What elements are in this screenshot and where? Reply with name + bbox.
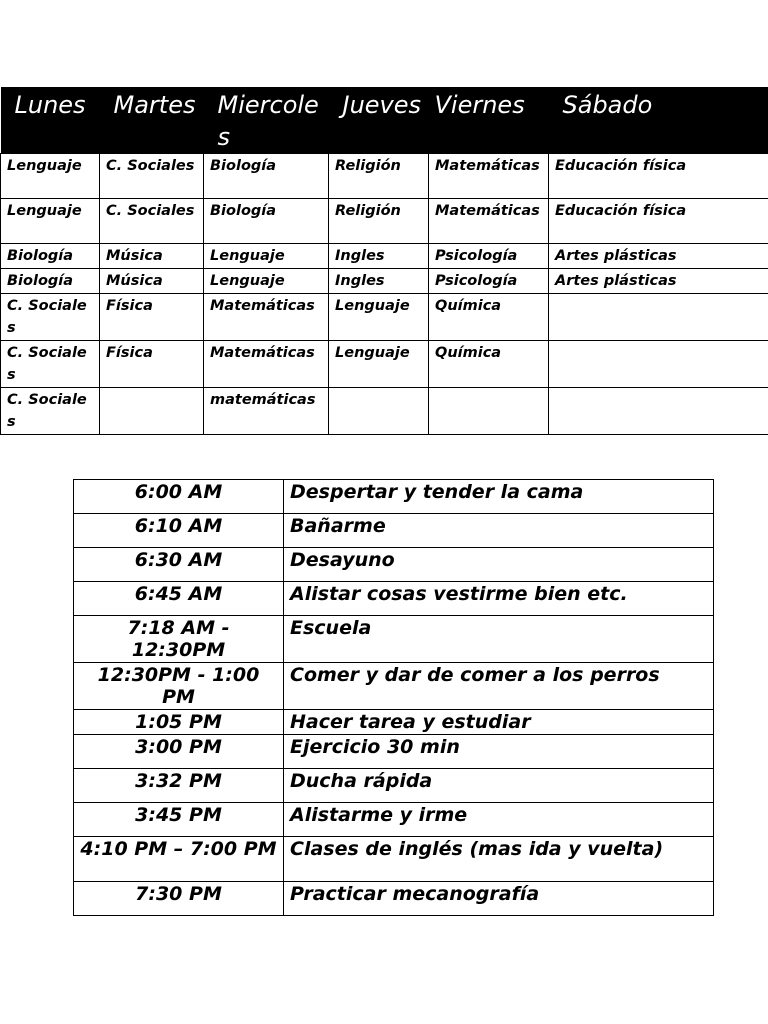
- day-header-tuesday: Martes: [100, 87, 204, 154]
- routine-row: [74, 663, 714, 710]
- routine-time: 12:30PM - 1:00 PM: [74, 663, 284, 710]
- routine-activity: Desayuno: [284, 548, 714, 582]
- routine-time: 4:10 PM – 7:00 PM: [74, 837, 284, 882]
- table-cell: Química: [429, 341, 549, 388]
- routine-row: [74, 710, 714, 735]
- weekly-schedule-table: [0, 87, 768, 435]
- routine-activity: Comer y dar de comer a los perros: [284, 663, 714, 710]
- table-row: [1, 199, 768, 244]
- routine-time: 6:10 AM: [74, 514, 284, 548]
- day-header-thursday: Jueves: [329, 87, 429, 154]
- table-cell: C. Sociales: [1, 388, 100, 435]
- table-cell: Lenguaje: [1, 154, 100, 199]
- day-header-monday: Lunes: [1, 87, 100, 154]
- table-cell: [329, 388, 429, 435]
- table-row: [1, 388, 768, 435]
- table-cell: Música: [100, 244, 204, 269]
- routine-row: [74, 769, 714, 803]
- routine-row: [74, 582, 714, 616]
- table-cell: Ingles: [329, 269, 429, 294]
- table-cell: [549, 341, 768, 388]
- routine-time: 7:30 PM: [74, 882, 284, 916]
- table-cell: Matemáticas: [429, 199, 549, 244]
- routine-time: 6:00 AM: [74, 480, 284, 514]
- routine-activity: Ejercicio 30 min: [284, 735, 714, 769]
- routine-row: [74, 514, 714, 548]
- routine-time: 7:18 AM - 12:30PM: [74, 616, 284, 663]
- table-cell: Física: [100, 294, 204, 341]
- table-cell: Lenguaje: [204, 244, 329, 269]
- table-cell: Biología: [204, 154, 329, 199]
- table-row: [1, 294, 768, 341]
- routine-activity: Alistar cosas vestirme bien etc.: [284, 582, 714, 616]
- table-cell: C. Sociales: [100, 199, 204, 244]
- routine-time: 6:45 AM: [74, 582, 284, 616]
- table-row: [1, 269, 768, 294]
- table-cell: Religión: [329, 154, 429, 199]
- table-cell: Psicología: [429, 244, 549, 269]
- day-header-wednesday: Miercoles: [204, 87, 329, 154]
- routine-row: [74, 837, 714, 882]
- routine-row: [74, 616, 714, 663]
- table-cell: Psicología: [429, 269, 549, 294]
- day-header-friday: Viernes: [429, 87, 549, 154]
- table-cell: Lenguaje: [204, 269, 329, 294]
- routine-time: 3:32 PM: [74, 769, 284, 803]
- table-cell: matemáticas: [204, 388, 329, 435]
- routine-row: [74, 882, 714, 916]
- table-cell: Biología: [204, 199, 329, 244]
- table-cell: Matemáticas: [204, 341, 329, 388]
- table-cell: Educación física: [549, 199, 768, 244]
- table-cell: [549, 388, 768, 435]
- table-cell: Lenguaje: [1, 199, 100, 244]
- table-cell: C. Sociales: [1, 341, 100, 388]
- routine-row: [74, 480, 714, 514]
- routine-row: [74, 803, 714, 837]
- routine-time: 3:45 PM: [74, 803, 284, 837]
- table-cell: [429, 388, 549, 435]
- daily-routine-table: [73, 479, 714, 916]
- table-cell: C. Sociales: [1, 294, 100, 341]
- table-cell: Matemáticas: [204, 294, 329, 341]
- table-cell: Biología: [1, 244, 100, 269]
- table-cell: Lenguaje: [329, 294, 429, 341]
- day-header-saturday: Sábado: [549, 87, 768, 154]
- routine-activity: Alistarme y irme: [284, 803, 714, 837]
- table-cell: Artes plásticas: [549, 269, 768, 294]
- routine-activity: Despertar y tender la cama: [284, 480, 714, 514]
- table-cell: Educación física: [549, 154, 768, 199]
- routine-row: [74, 548, 714, 582]
- table-cell: Química: [429, 294, 549, 341]
- routine-time: 6:30 AM: [74, 548, 284, 582]
- table-cell: Artes plásticas: [549, 244, 768, 269]
- table-cell: Religión: [329, 199, 429, 244]
- routine-activity: Practicar mecanografía: [284, 882, 714, 916]
- routine-activity: Bañarme: [284, 514, 714, 548]
- table-cell: Música: [100, 269, 204, 294]
- routine-activity: Ducha rápida: [284, 769, 714, 803]
- table-cell: Lenguaje: [329, 341, 429, 388]
- table-cell: C. Sociales: [100, 154, 204, 199]
- weekday-header-row: [1, 87, 768, 154]
- routine-row: [74, 735, 714, 769]
- table-cell: Física: [100, 341, 204, 388]
- table-cell: Biología: [1, 269, 100, 294]
- table-row: [1, 244, 768, 269]
- routine-activity: Escuela: [284, 616, 714, 663]
- table-cell: [549, 294, 768, 341]
- table-cell: Matemáticas: [429, 154, 549, 199]
- table-cell: [100, 388, 204, 435]
- routine-time: 3:00 PM: [74, 735, 284, 769]
- table-row: [1, 341, 768, 388]
- table-cell: Ingles: [329, 244, 429, 269]
- routine-activity: Hacer tarea y estudiar: [284, 710, 714, 735]
- routine-activity: Clases de inglés (mas ida y vuelta): [284, 837, 714, 882]
- routine-time: 1:05 PM: [74, 710, 284, 735]
- table-row: [1, 154, 768, 199]
